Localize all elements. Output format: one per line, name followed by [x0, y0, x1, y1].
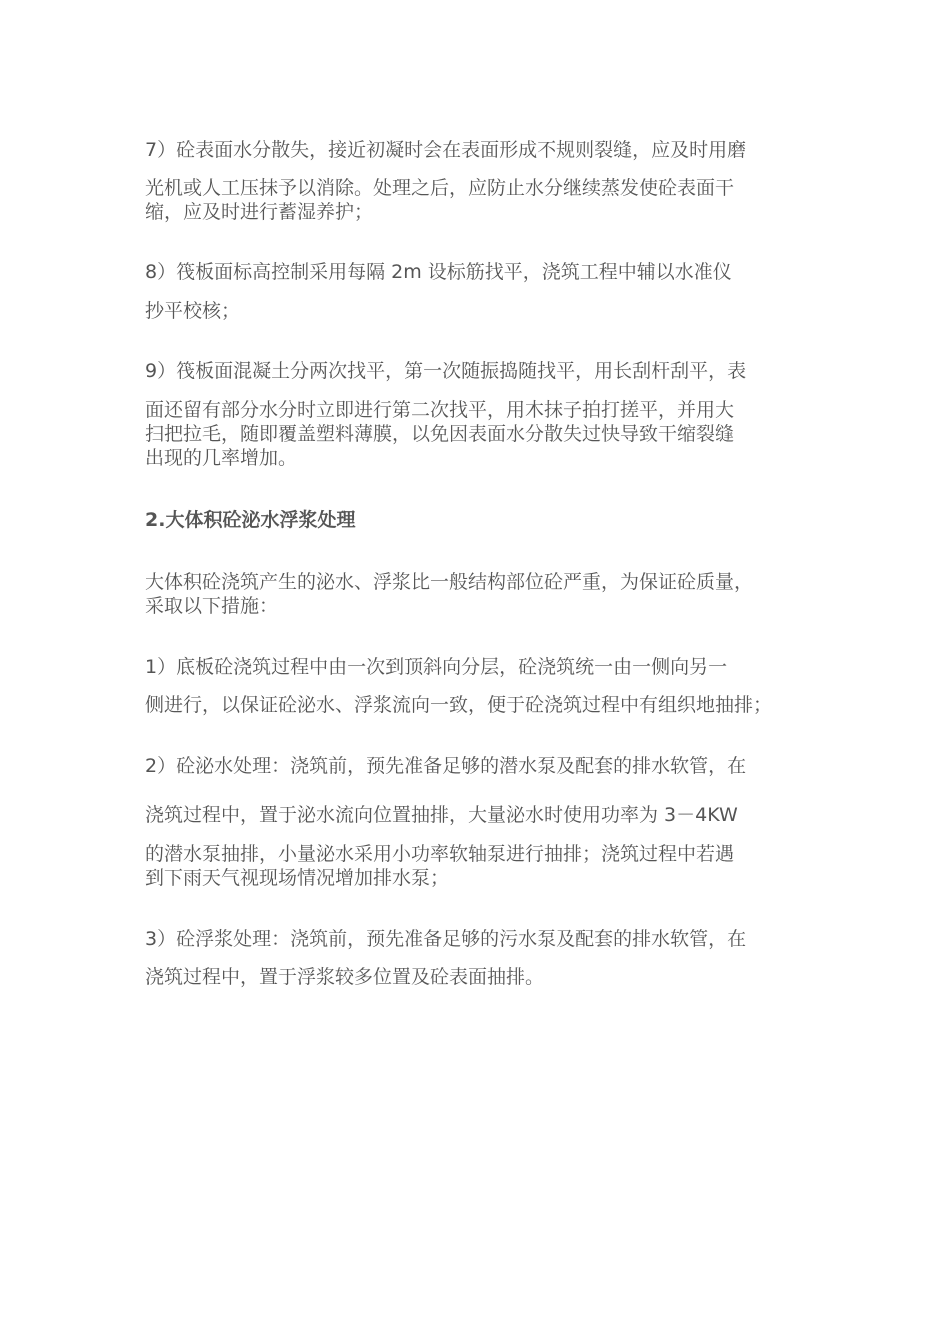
- item2-line-1: 2）砼泌水处理：浇筑前，预先准备足够的潜水泵及配套的排水软管，在: [145, 755, 747, 777]
- para9-line-3: 扫把拉毛，随即覆盖塑料薄膜，以免因表面水分散失过快导致干缩裂缝: [145, 423, 735, 445]
- intro-line-2: 采取以下措施：: [145, 595, 279, 617]
- item1-line-2: 侧进行，以保证砼泌水、浮浆流向一致，便于砼浇筑过程中有组织地抽排；: [145, 694, 773, 716]
- para9-line-1: 9）筏板面混凝土分两次找平，第一次随振捣随找平，用长刮杆刮平，表: [145, 360, 747, 382]
- para7-line-1: 7）砼表面水分散失，接近初凝时会在表面形成不规则裂缝，应及时用磨: [145, 139, 747, 161]
- item3-line-1: 3）砼浮浆处理：浇筑前，预先准备足够的污水泵及配套的排水软管，在: [145, 928, 747, 950]
- para9-line-4: 出现的几率增加。: [145, 447, 298, 469]
- para9-line-2: 面还留有部分水分时立即进行第二次找平，用木抹子拍打搓平，并用大: [145, 399, 735, 421]
- item1-line-1: 1）底板砼浇筑过程中由一次到顶斜向分层，砼浇筑统一由一侧向另一: [145, 656, 728, 678]
- para7-line-3: 缩，应及时进行蓄湿养护；: [145, 201, 374, 223]
- item2-line-3: 的潜水泵抽排，小量泌水采用小功率软轴泵进行抽排；浇筑过程中若遇: [145, 843, 735, 865]
- section-heading: 2.大体积砼泌水浮浆处理: [145, 509, 356, 531]
- item2-line-4: 到下雨天气视现场情况增加排水泵；: [145, 867, 450, 889]
- para7-line-2: 光机或人工压抹予以消除。处理之后，应防止水分继续蒸发使砼表面干: [145, 177, 735, 199]
- para8-line-1: 8）筏板面标高控制采用每隔 2m 设标筋找平，浇筑工程中辅以水准仪: [145, 261, 732, 283]
- intro-line-1: 大体积砼浇筑产生的泌水、浮浆比一般结构部位砼严重，为保证砼质量，: [145, 571, 754, 593]
- item3-line-2: 浇筑过程中，置于浮浆较多位置及砼表面抽排。: [145, 966, 545, 988]
- para8-line-2: 抄平校核；: [145, 300, 241, 322]
- item2-line-2: 浇筑过程中，置于泌水流向位置抽排，大量泌水时使用功率为 3－4KW: [145, 804, 738, 826]
